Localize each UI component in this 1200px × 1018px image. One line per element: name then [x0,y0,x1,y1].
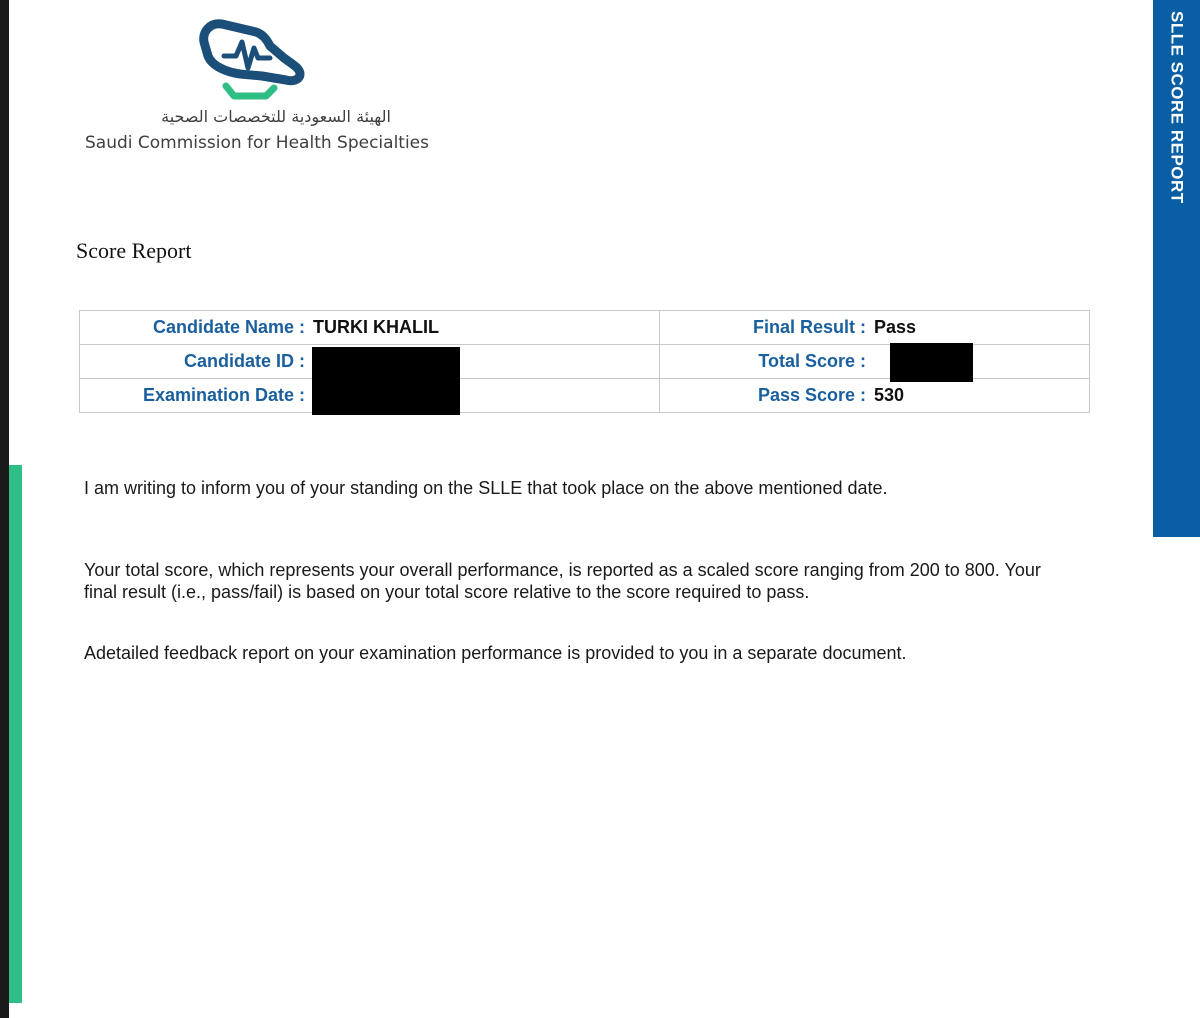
pass-score-wrap [660,379,1089,412]
redaction-box [890,343,973,382]
feedback-paragraph: Adetailed feedback report on your examination performance is provided to you in a separate document. [84,643,907,663]
side-tab-label-wrap [1153,0,1200,214]
report-title: Score Report [76,238,192,263]
final-result-wrap [660,311,1089,344]
total-score-label: Total Score : [758,351,866,371]
pass-score-value: 530 [874,385,905,405]
candidate-id-label: Candidate ID : [183,351,305,371]
logo-arabic-name: الهيئة السعودية للتخصصات الصحية [161,107,391,126]
table-row [80,311,1090,345]
side-tab-label: SLLE SCORE REPORT [1167,10,1187,204]
table-row [80,379,1090,413]
examination-date-label: Examination Date : [142,385,305,405]
page-edge [0,0,9,1018]
candidate-name-label: Candidate Name : [152,317,305,337]
intro-paragraph: I am writing to inform you of your standing on the SLLE that took place on the above mentioned date. [84,478,888,498]
final-result-cell [660,311,1090,345]
total-score-cell [660,345,1090,379]
final-result-value: Pass [874,317,917,337]
logo-english-name: Saudi Commission for Health Specialties [85,133,429,153]
candidate-name-wrap [80,311,659,344]
logo-heartbeat-line [224,42,270,68]
redaction-box [312,347,460,415]
scfhs-logo-icon [196,12,314,104]
candidate-name-value: TURKI KHALIL [313,317,439,337]
logo-check-accent [226,86,274,96]
green-side-bar [9,465,22,1003]
score-explanation-paragraph: Your total score, which represents your overall performance, is reported as a scaled score ranging from 200 to 800. Your final result (i.e., pass/fail) is based on your total score relative to the score required to pass. [84,560,1041,602]
total-score-wrap [660,345,1089,378]
pass-score-cell [660,379,1090,413]
candidate-name-cell [80,311,660,345]
pass-score-label: Pass Score : [757,385,866,405]
final-result-label: Final Result : [752,317,866,337]
